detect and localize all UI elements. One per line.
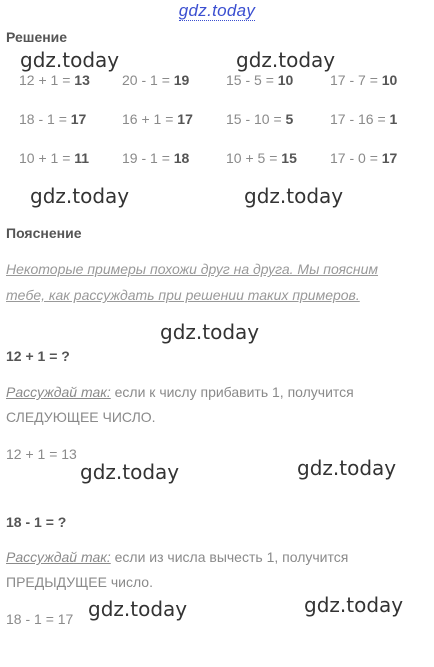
example-reasoning bbox=[6, 545, 416, 595]
reasoning-text: если к числу прибавить 1, получится СЛЕДУЮЩЕЕ ЧИСЛО. bbox=[6, 384, 354, 425]
equation: 15 - 5 = 10 bbox=[226, 72, 294, 88]
watermark: gdz.today bbox=[30, 184, 130, 208]
equation: 17 - 16 = 1 bbox=[330, 111, 398, 127]
equation: 10 + 5 = 15 bbox=[226, 150, 297, 166]
explanation-heading: Пояснение bbox=[6, 225, 82, 241]
reasoning-text: если из числа вычесть 1, получится ПРЕДЫДУЩЕЕ число. bbox=[6, 549, 349, 590]
equation: 18 - 1 = 17 bbox=[19, 111, 87, 127]
site-logo-text[interactable]: gdz.today bbox=[178, 1, 256, 20]
equation: 20 - 1 = 19 bbox=[122, 72, 190, 88]
watermark: gdz.today bbox=[160, 320, 260, 344]
watermark: gdz.today bbox=[80, 460, 180, 484]
watermark: gdz.today bbox=[236, 48, 336, 72]
example-title: 12 + 1 = ? bbox=[6, 348, 70, 364]
watermark: gdz.today bbox=[88, 597, 188, 621]
watermark: gdz.today bbox=[244, 184, 344, 208]
explanation-note: Некоторые примеры похожи друг на друга. Мы поясним тебе, как рассуждать при решении таких примеров. bbox=[6, 261, 379, 303]
equation: 10 + 1 = 11 bbox=[19, 150, 90, 166]
equation: 17 - 7 = 10 bbox=[330, 72, 398, 88]
equation: 12 + 1 = 13 bbox=[19, 72, 90, 88]
equation: 17 - 0 = 17 bbox=[330, 150, 398, 166]
equation: 19 - 1 = 18 bbox=[122, 150, 190, 166]
reasoning-lead: Рассуждай так: bbox=[6, 549, 111, 565]
equation: 16 + 1 = 17 bbox=[122, 111, 193, 127]
example-answer: 12 + 1 = 13 bbox=[6, 446, 77, 462]
watermark: gdz.today bbox=[297, 456, 397, 480]
example-answer: 18 - 1 = 17 bbox=[6, 611, 74, 627]
watermark: gdz.today bbox=[20, 48, 120, 72]
solution-heading: Решение bbox=[6, 29, 68, 45]
equation: 15 - 10 = 5 bbox=[226, 111, 294, 127]
example-reasoning bbox=[6, 380, 416, 430]
watermark: gdz.today bbox=[304, 593, 404, 617]
example-title: 18 - 1 = ? bbox=[6, 514, 67, 530]
site-logo[interactable] bbox=[0, 1, 434, 21]
reasoning-lead: Рассуждай так: bbox=[6, 384, 111, 400]
